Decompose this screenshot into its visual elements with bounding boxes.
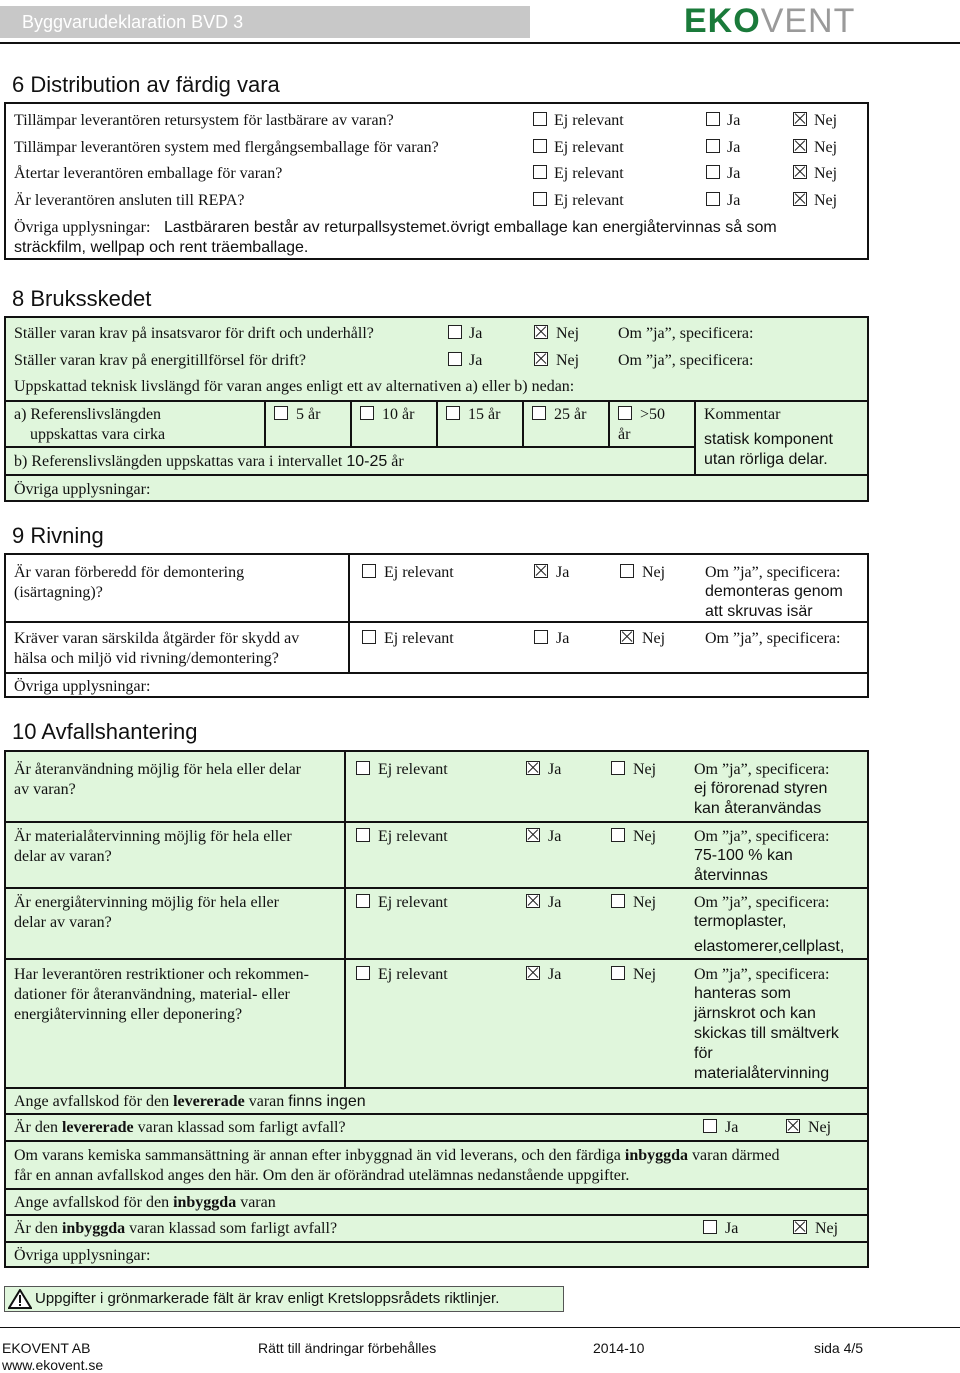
s9-question-1a: Är varan förberedd för demontering <box>14 564 245 581</box>
opt-label: Ja <box>548 828 562 845</box>
footer-date: 2014-10 <box>593 1340 645 1356</box>
s10-q4-spec-line[interactable]: skickas till smältverk <box>694 1025 839 1042</box>
s10-q2-ja-checkbox[interactable] <box>526 828 540 842</box>
s8-grid-line <box>608 400 610 446</box>
opt-label: Nej <box>642 630 666 647</box>
s10-q3-spec-line[interactable]: termoplaster, <box>694 913 787 930</box>
s10-ovriga-label: Övriga upplysningar: <box>14 1247 151 1264</box>
s10-farligt-levererade-nej-checkbox[interactable] <box>786 1119 800 1133</box>
s10-q3-ja-checkbox[interactable] <box>526 894 540 908</box>
opt-label: Ja <box>727 165 741 182</box>
s6-ovriga-text-line1[interactable]: Lastbäraren består av returpallsystemet.övrigt emballage kan energiåtervinnas så som <box>164 219 777 236</box>
header-divider <box>0 42 960 44</box>
s8-uppskattad-text: Uppskattad teknisk livslängd för varan anges enligt ett av alternativen a) eller b) nedan: <box>14 378 575 395</box>
s6-question-4: Är leverantören ansluten till REPA? <box>14 192 245 209</box>
life-10-checkbox[interactable] <box>360 406 374 420</box>
s9-q1-ja-checkbox[interactable] <box>534 564 548 578</box>
s10-divider <box>4 1087 869 1089</box>
opt-label: Ej relevant <box>554 139 624 156</box>
s9-q2-ja-checkbox[interactable] <box>534 630 548 644</box>
opt-label: Nej <box>814 139 838 156</box>
s10-farligt-inbyggda-ja-checkbox[interactable] <box>703 1220 717 1234</box>
s9-question-1b: (isärtagning)? <box>14 584 103 601</box>
s8-q2-ja-checkbox[interactable] <box>448 352 462 366</box>
section-6-heading: 6 Distribution av färdig vara <box>12 72 280 97</box>
life-25-checkbox[interactable] <box>532 406 546 420</box>
ekovent-logo: EKOVENT <box>684 2 856 40</box>
s6-q3-ja-checkbox[interactable] <box>706 165 720 179</box>
s10-farligt-levererade-ja-checkbox[interactable] <box>703 1119 717 1133</box>
opt-label: Ja <box>548 894 562 911</box>
opt-label: Nej <box>814 165 838 182</box>
s8-ovriga-label: Övriga upplysningar: <box>14 481 151 498</box>
s8-q1-nej-checkbox[interactable] <box>534 325 548 339</box>
opt-label: Ej relevant <box>378 761 448 778</box>
opt-label: Nej <box>814 112 838 129</box>
opt-label: Ja <box>556 630 570 647</box>
s9-q2-nej-checkbox[interactable] <box>620 630 634 644</box>
s9-q1-spec-line2[interactable]: att skruvas isär <box>705 603 813 620</box>
s9-q1-nej-checkbox[interactable] <box>620 564 634 578</box>
s8-divider <box>4 474 869 476</box>
opt-label: Nej <box>633 894 657 911</box>
s10-q4-nej-checkbox[interactable] <box>611 966 625 980</box>
s10-farligt-inbyggda-label: Är den inbyggda varan klassad som farligt avfall? <box>14 1220 338 1237</box>
opt-label: Ja <box>725 1220 739 1237</box>
opt-label: Ja <box>727 112 741 129</box>
s8-kommentar-line1[interactable]: statisk komponent <box>704 431 833 448</box>
s10-divider <box>4 887 869 889</box>
s8-grid-line <box>264 400 266 446</box>
s8-grid-line <box>350 400 352 446</box>
s8-grid-line <box>522 400 524 446</box>
opt-label: Ej relevant <box>378 828 448 845</box>
s6-question-1: Tillämpar leverantören retursystem för lastbärare av varan? <box>14 112 394 129</box>
s8-question-2: Ställer varan krav på energitillförsel för drift? <box>14 352 307 369</box>
s8-grid-line <box>694 400 696 474</box>
s9-ovriga-label: Övriga upplysningar: <box>14 678 151 695</box>
s10-q4-spec-line[interactable]: järnskrot och kan <box>694 1005 816 1022</box>
s8-question-1: Ställer varan krav på insatsvaror för drift och underhåll? <box>14 325 374 342</box>
s10-question-2b: delar av varan? <box>14 848 112 865</box>
s10-q1-ej-relevant-checkbox[interactable] <box>356 761 370 775</box>
s8-kommentar-label: Kommentar <box>704 406 781 423</box>
footer-company: EKOVENT AB <box>2 1340 91 1356</box>
opt-label: Ja <box>469 325 483 342</box>
s8-q2-nej-checkbox[interactable] <box>534 352 548 366</box>
green-field-notice <box>4 1286 564 1312</box>
s10-question-2a: Är materialåtervinning möjlig för hela eller <box>14 828 292 845</box>
life-15-label: 15 år <box>468 406 501 423</box>
opt-label: Nej <box>815 1220 839 1237</box>
s10-question-4c: energiåtervinning eller deponering? <box>14 1006 243 1023</box>
s10-q4-spec-line[interactable]: materialåtervinning <box>694 1065 830 1082</box>
s10-q2-ej-relevant-checkbox[interactable] <box>356 828 370 842</box>
s10-q4-spec-line[interactable]: för <box>694 1045 713 1062</box>
s10-q4-spec-line[interactable]: hanteras som <box>694 985 791 1002</box>
s6-q4-nej-checkbox[interactable] <box>793 192 807 206</box>
s10-info-line1: Om varans kemiska sammansättning är annan efter inbyggnad än vid leverans, och den färdiga inbyggda varan därmed <box>14 1147 780 1164</box>
s6-ovriga-label: Övriga upplysningar: <box>14 219 151 236</box>
s8-q2-spec-label: Om ”ja”, specificera: <box>618 352 754 369</box>
opt-label: Ja <box>727 139 741 156</box>
s8-b-value[interactable]: 10-25 <box>346 453 388 470</box>
s8-q1-spec-label: Om ”ja”, specificera: <box>618 325 754 342</box>
opt-label: Ja <box>469 352 483 369</box>
s10-question-1b: av varan? <box>14 781 76 798</box>
life-50-checkbox[interactable] <box>618 406 632 420</box>
warning-icon <box>8 1289 32 1309</box>
opt-label: Nej <box>642 564 666 581</box>
s10-q2-spec-line[interactable]: återvinnas <box>694 867 768 884</box>
opt-label: Ej relevant <box>554 112 624 129</box>
s8-b-label: b) Referenslivslängden uppskattas vara i intervallet 10-25 år <box>14 453 404 470</box>
s9-divider <box>4 672 869 674</box>
opt-label: Nej <box>633 761 657 778</box>
s10-divider <box>4 1188 869 1190</box>
life-50-label: >50 <box>640 406 666 423</box>
s10-divider <box>4 1140 869 1142</box>
s10-q1-nej-checkbox[interactable] <box>611 761 625 775</box>
s6-q4-ej-relevant-checkbox[interactable] <box>533 192 547 206</box>
s10-question-3a: Är energiåtervinning möjlig för hela eller <box>14 894 279 911</box>
s10-avfallskod-levererade-value[interactable]: finns ingen <box>288 1093 366 1110</box>
s10-farligt-levererade-label: Är den levererade varan klassad som farligt avfall? <box>14 1119 346 1136</box>
s10-q3-nej-checkbox[interactable] <box>611 894 625 908</box>
opt-label: Nej <box>808 1119 832 1136</box>
section-9-heading: 9 Rivning <box>12 523 104 548</box>
s9-q1-spec-label: Om ”ja”, specificera: <box>705 564 841 581</box>
life-5-checkbox[interactable] <box>274 406 288 420</box>
s9-q2-ej-relevant-checkbox[interactable] <box>362 630 376 644</box>
s10-q3-ej-relevant-checkbox[interactable] <box>356 894 370 908</box>
s6-q2-ej-relevant-checkbox[interactable] <box>533 139 547 153</box>
opt-label: Ja <box>556 564 570 581</box>
s6-question-2: Tillämpar leverantören system med flergångsemballage för varan? <box>14 139 439 156</box>
s8-kommentar-line2[interactable]: utan rörliga delar. <box>704 451 828 468</box>
footer-page-number: sida 4/5 <box>814 1340 864 1356</box>
life-10-label: 10 år <box>382 406 415 423</box>
s9-question-2a: Kräver varan särskilda åtgärder för skydd av <box>14 630 300 647</box>
s10-info-line2: får en annan avfallskod anges den här. Om den är oförändrad utelämnas nedanstående uppgifter. <box>14 1167 630 1184</box>
s10-q4-ja-checkbox[interactable] <box>526 966 540 980</box>
s9-q1-spec-line1[interactable]: demonteras genom <box>705 583 843 600</box>
footer-website[interactable]: www.ekovent.se <box>2 1357 104 1373</box>
s10-question-1a: Är återanvändning möjlig för hela eller delar <box>14 761 301 778</box>
life-15-checkbox[interactable] <box>446 406 460 420</box>
s10-avfallskod-levererade-label: Ange avfallskod för den levererade varan finns ingen <box>14 1093 366 1110</box>
s10-question-4b: dationer för återanvändning, material- eller <box>14 986 290 1003</box>
footer-rights: Rätt till ändringar förbehålles <box>258 1340 437 1356</box>
opt-label: Ej relevant <box>384 564 454 581</box>
life-50-unit: år <box>618 426 631 443</box>
opt-label: Ej relevant <box>378 894 448 911</box>
header-bar <box>0 6 530 38</box>
s10-q1-spec-line[interactable]: kan återanvändas <box>694 800 822 817</box>
s10-q2-nej-checkbox[interactable] <box>611 828 625 842</box>
s10-divider <box>4 821 869 823</box>
s8-divider <box>4 446 694 448</box>
opt-label: Ej relevant <box>554 192 624 209</box>
s9-question-2b: hälsa och miljö vid rivning/demontering? <box>14 650 279 667</box>
s10-avfallskod-inbyggda-label: Ange avfallskod för den inbyggda varan <box>14 1194 276 1211</box>
opt-label: Ja <box>548 761 562 778</box>
s10-question-4a: Har leverantören restriktioner och rekommen- <box>14 966 309 983</box>
s10-q4-spec-label: Om ”ja”, specificera: <box>694 966 830 983</box>
section-10-heading: 10 Avfallshantering <box>12 719 198 744</box>
s6-q4-ja-checkbox[interactable] <box>706 192 720 206</box>
s10-q4-ej-relevant-checkbox[interactable] <box>356 966 370 980</box>
opt-label: Nej <box>556 352 580 369</box>
s10-q1-ja-checkbox[interactable] <box>526 761 540 775</box>
s6-q3-nej-checkbox[interactable] <box>793 165 807 179</box>
opt-label: Nej <box>633 966 657 983</box>
s6-q3-ej-relevant-checkbox[interactable] <box>533 165 547 179</box>
s6-q2-nej-checkbox[interactable] <box>793 139 807 153</box>
footer-divider <box>0 1327 960 1328</box>
s10-q2-spec-line[interactable]: 75-100 % kan <box>694 847 793 864</box>
s9-grid-line <box>348 553 350 673</box>
s8-q1-ja-checkbox[interactable] <box>448 325 462 339</box>
s6-q1-ja-checkbox[interactable] <box>706 112 720 126</box>
warning-text: Uppgifter i grönmarkerade fält är krav enligt Kretsloppsrådets riktlinjer. <box>35 1290 500 1307</box>
s10-farligt-inbyggda-nej-checkbox[interactable] <box>793 1220 807 1234</box>
opt-label: Ej relevant <box>378 966 448 983</box>
s9-q2-spec-label: Om ”ja”, specificera: <box>705 630 841 647</box>
life-5-label: 5 år <box>296 406 321 423</box>
s8-a-label-1: a) Referenslivslängden <box>14 406 162 423</box>
document-title: Byggvarudeklaration BVD 3 <box>22 12 244 32</box>
s6-q2-ja-checkbox[interactable] <box>706 139 720 153</box>
s6-question-3: Återtar leverantören emballage för varan? <box>14 165 283 182</box>
s10-q3-spec-line[interactable]: elastomerer,cellplast, <box>694 938 845 955</box>
s8-grid-line <box>436 400 438 446</box>
s10-question-3b: delar av varan? <box>14 914 112 931</box>
section-8-heading: 8 Bruksskedet <box>12 286 152 311</box>
s10-q1-spec-label: Om ”ja”, specificera: <box>694 761 830 778</box>
s10-q3-spec-label: Om ”ja”, specificera: <box>694 894 830 911</box>
s6-q1-nej-checkbox[interactable] <box>793 112 807 126</box>
s6-q1-ej-relevant-checkbox[interactable] <box>533 112 547 126</box>
s10-q2-spec-label: Om ”ja”, specificera: <box>694 828 830 845</box>
s10-divider <box>4 1113 869 1115</box>
opt-label: Nej <box>814 192 838 209</box>
opt-label: Ja <box>548 966 562 983</box>
s10-q1-spec-line[interactable]: ej förorenad styren <box>694 780 828 797</box>
opt-label: Ja <box>725 1119 739 1136</box>
s10-grid-line <box>344 750 346 1087</box>
opt-label: Ej relevant <box>384 630 454 647</box>
opt-label: Ja <box>727 192 741 209</box>
opt-label: Nej <box>556 325 580 342</box>
s8-a-label-2: uppskattas vara cirka <box>30 426 166 443</box>
opt-label: Ej relevant <box>554 165 624 182</box>
s10-divider <box>4 1214 869 1216</box>
opt-label: Nej <box>633 828 657 845</box>
s10-divider <box>4 958 869 960</box>
life-25-label: 25 år <box>554 406 587 423</box>
s10-divider <box>4 1241 869 1243</box>
s9-q1-ej-relevant-checkbox[interactable] <box>362 564 376 578</box>
s6-ovriga-text-line2[interactable]: sträckfilm, wellpap och rent träemballage. <box>14 239 309 256</box>
